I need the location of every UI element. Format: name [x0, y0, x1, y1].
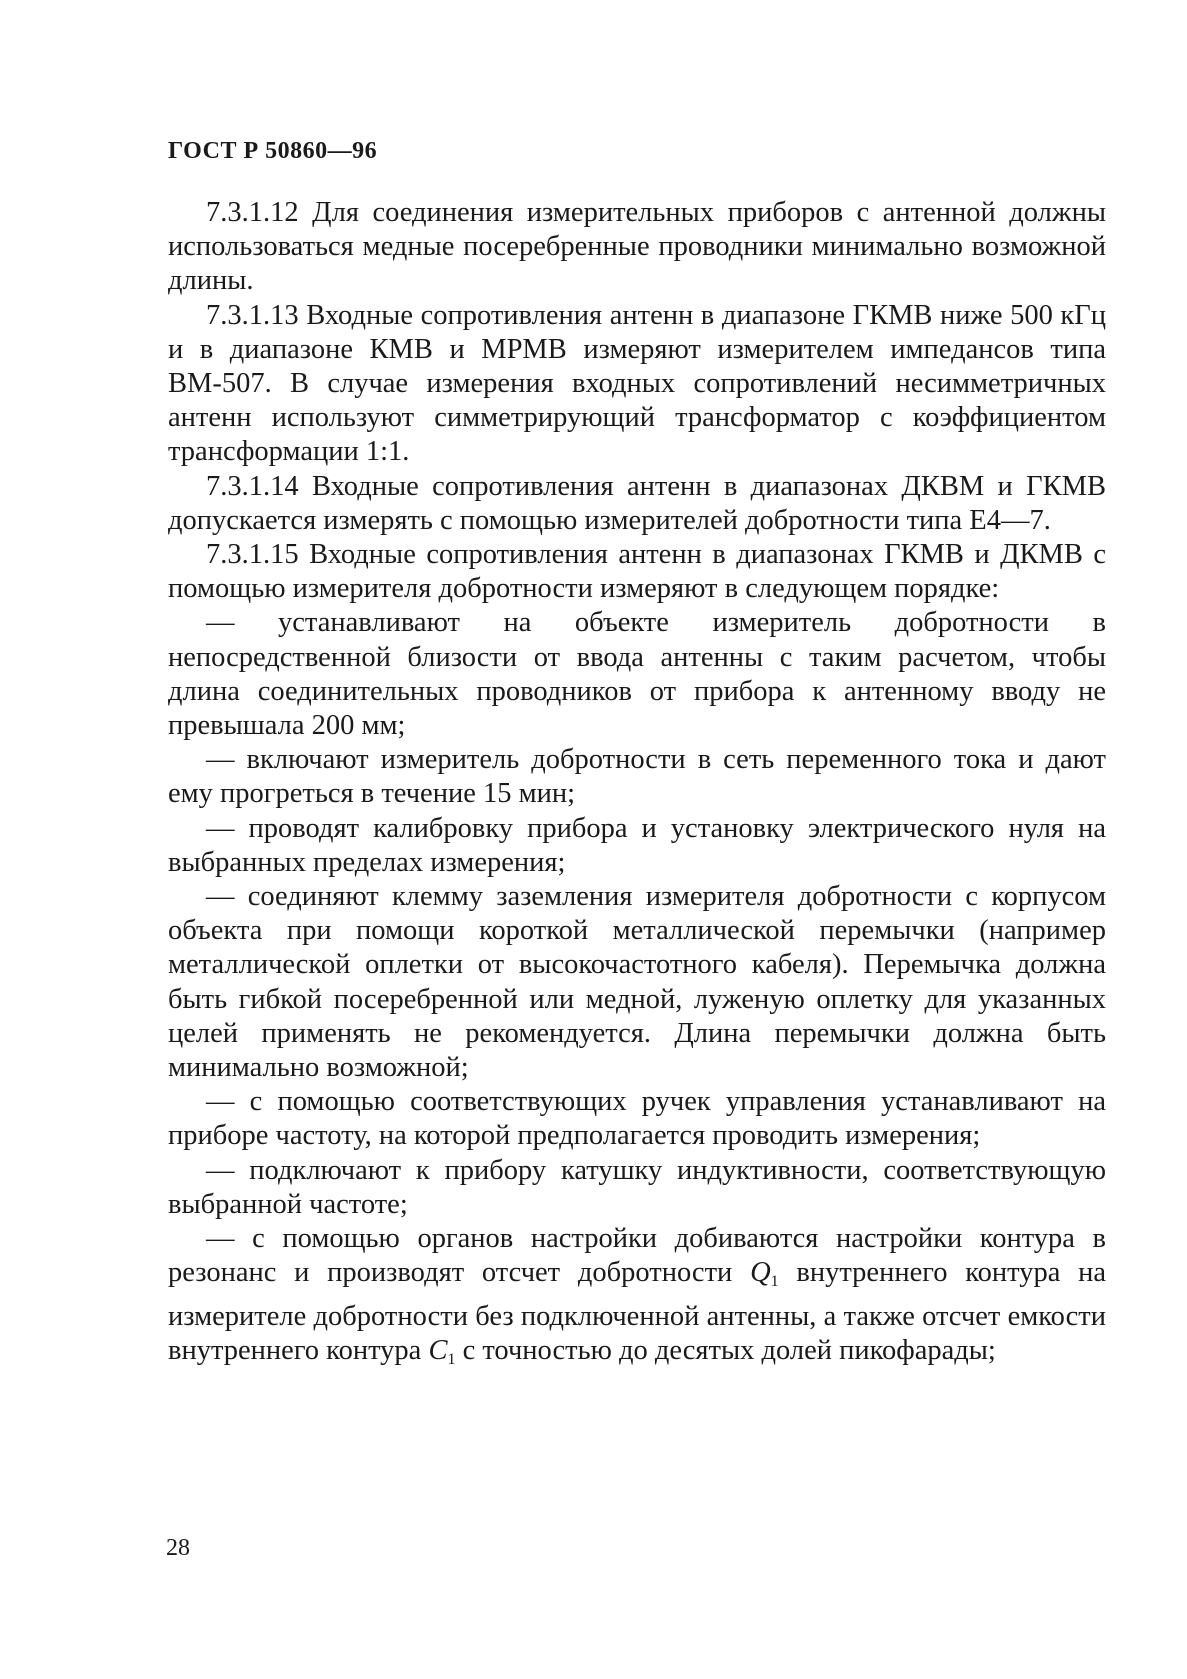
page-number: 28: [166, 1535, 190, 1561]
list-item-connect-coil: — подключают к прибору катушку индуктивности, соответствующую выбранной частоте;: [168, 1154, 1106, 1220]
paragraph-7-3-1-13: 7.3.1.13 Входные сопротивления антенн в диапазоне ГКМВ ниже 500 кГц и в диапазоне КМВ и МРМВ измеряют измерителем импедансов типа ВМ-507. В случае измерения входных сопротивлений несимметричных антенн используют симметрирующий трансформатор с коэффициентом трансформации 1:1.: [168, 299, 1106, 468]
list-item-power-on: — включают измеритель добротности в сеть переменного тока и дают ему прогреться в течение 15 мин;: [168, 744, 1106, 810]
resonance-text-part3: с точностью до десятых долей пикофарады;: [462, 1334, 996, 1366]
paragraph-7-3-1-15: 7.3.1.15 Входные сопротивления антенн в диапазонах ГКМВ и ДКМВ с помощью измерителя добротности измеряют в следующем порядке:: [168, 539, 1106, 605]
list-item-resonance-reading: [168, 1222, 1106, 1377]
resonance-text-part2: внутреннего контура на измерителе добротности без подключенной антенны, а также отсчет емкости внутреннего контура: [168, 1257, 1107, 1366]
c-index: 1: [447, 1350, 456, 1368]
document-body: [168, 196, 1106, 1377]
q-index: 1: [770, 1273, 779, 1291]
list-item-calibrate: — проводят калибровку прибора и установку электрического нуля на выбранных пределах измерения;: [168, 812, 1106, 878]
paragraph-7-3-1-12: 7.3.1.12 Для соединения измерительных приборов с антенной должны использоваться медные посеребренные проводники минимально возможной длины.: [168, 197, 1106, 297]
list-item-set-frequency: — с помощью соответствующих ручек управления устанавливают на приборе частоту, на которой предполагается проводить измерения;: [168, 1086, 1106, 1152]
q-symbol: Q: [750, 1257, 771, 1289]
standard-code-header: ГОСТ Р 50860—96: [168, 138, 378, 164]
paragraph-7-3-1-14: 7.3.1.14 Входные сопротивления антенн в диапазонах ДКВМ и ГКМВ допускается измерять с помощью измерителей добротности типа Е4—7.: [168, 470, 1106, 536]
list-item-ground-connection: — соединяют клемму заземления измерителя добротности с корпусом объекта при помощи короткой металлической перемычки (например металлической оплетки от высокочастотного кабеля). Перемычка должна быть гибкой посеребренной или медной, луженую оплетку для указанных целей применять не рекомендуется. Длина перемычки должна быть минимально возможной;: [168, 881, 1106, 1084]
c-symbol: C: [428, 1334, 448, 1366]
list-item-install-meter: — устанавливают на объекте измеритель добротности в непосредственной близости от ввода антенны с таким расчетом, чтобы длина соединительных проводников от прибора к антенному вводу не превышала 200 мм;: [168, 607, 1106, 742]
resonance-text-part1: — с помощью органов настройки добиваются настройки контура в резонанс и производят отсчет добротности: [168, 1223, 1106, 1289]
